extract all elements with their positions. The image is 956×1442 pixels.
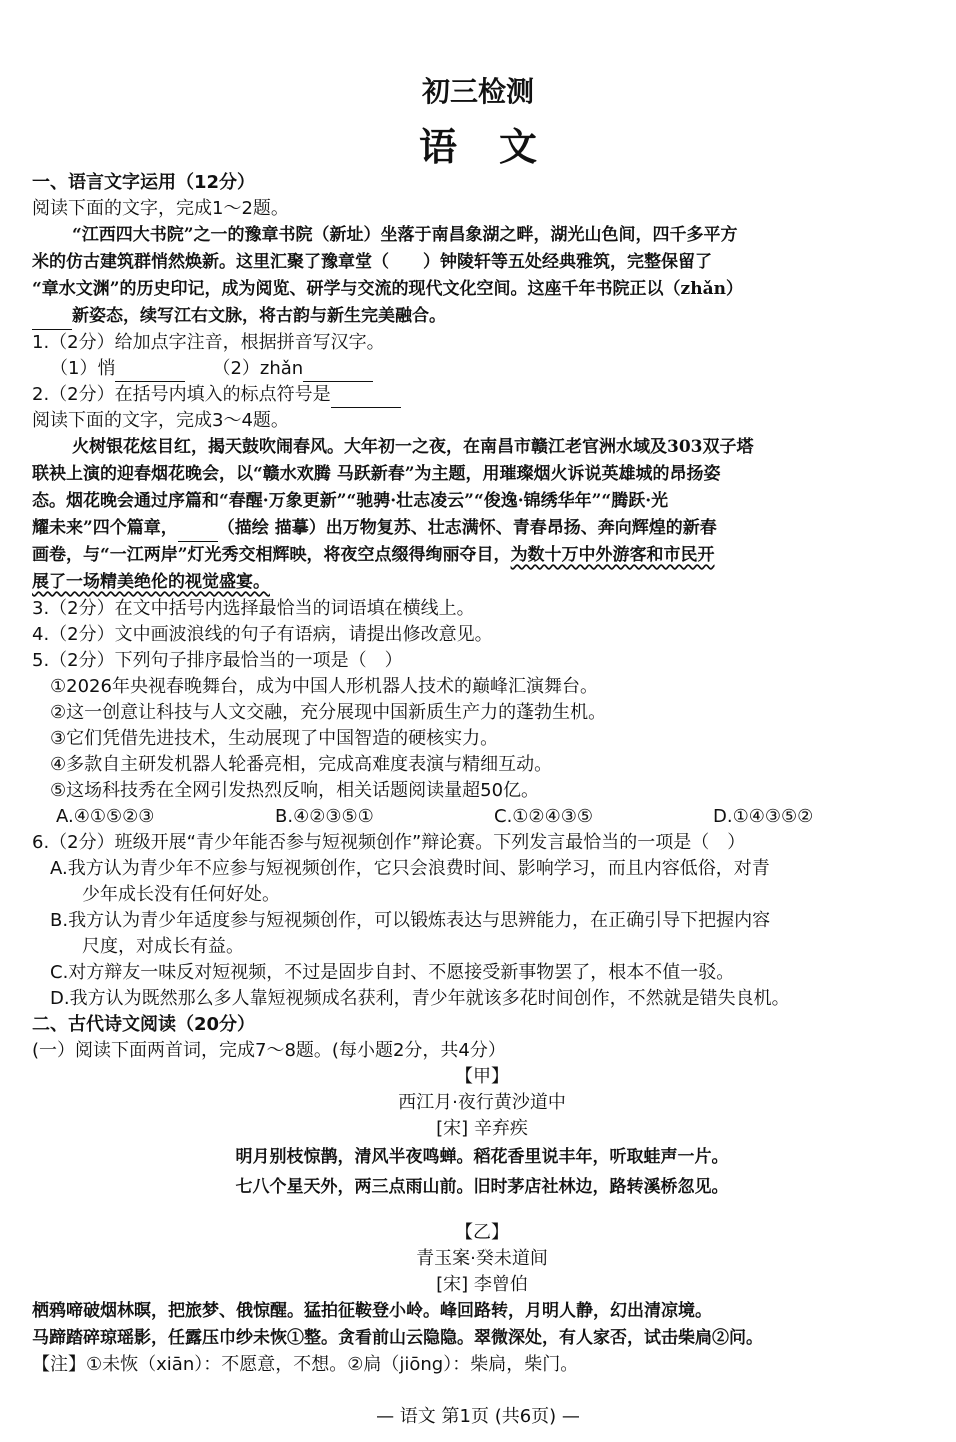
poem-jia-author: [宋] 辛弃疾	[436, 1118, 528, 1139]
q6-option-c[interactable]: C.对方辩友一味反对短视频，不过是固步自封、不愿接受新事物罢了，根本不值一驳。	[50, 962, 735, 983]
question-3: 3.（2分）在文中括号内选择最恰当的词语填在横线上。	[32, 598, 475, 619]
question-6: 6.（2分）班级开展“青少年能否参与短视频创作”辩论赛。下列发言最恰当的一项是（ ）	[32, 832, 746, 853]
spacer	[32, 1202, 932, 1220]
passage-2-line-2: 联袂上演的迎春烟花晚会，以“赣水欢腾 马跃新春”为主题，用璀璨烟火诉说英雄城的昂扬姿	[32, 464, 721, 484]
q5-sentence-4: ④多款自主研发机器人轮番亮相，完成高难度表演与精细互动。	[50, 754, 553, 775]
option-a[interactable]: A.④①⑤②③	[56, 806, 155, 827]
question-4: 4.（2分）文中画波浪线的句子有语病，请提出修改意见。	[32, 624, 493, 645]
option-d[interactable]: D.①④③⑤②	[713, 806, 814, 827]
question-5: 5.（2分）下列句子排序最恰当的一项是（ ）	[32, 650, 403, 671]
q5-sentence-1: ①2026年央视春晚舞台，成为中国人形机器人技术的巅峰汇演舞台。	[50, 676, 598, 697]
answer-blank[interactable]	[32, 311, 72, 330]
poem-yi-title: 青玉案·癸未道间	[416, 1248, 548, 1269]
passage-1-line-4: 新姿态，续写江右文脉，将古韵与新生完美融合。	[32, 303, 932, 330]
q5-sentence-5: ⑤这场科技秀在全网引发热烈反响，相关话题阅读量超50亿。	[50, 780, 540, 801]
question-1: 1.（2分）给加点字注音，根据拼音写汉字。	[32, 332, 385, 353]
option-b[interactable]: B.④②③⑤①	[275, 806, 374, 827]
q5-sentence-3: ③它们凭借先进技术，生动展现了中国智造的硬核实力。	[50, 728, 499, 749]
q5-sentence-2: ②这一创意让科技与人文交融，充分展现中国新质生产力的蓬勃生机。	[50, 702, 607, 723]
intro-q1-2: 阅读下面的文字，完成1～2题。	[32, 198, 289, 219]
passage-1-line-2: 米的仿古建筑群悄然焕新。这里汇聚了豫章堂（ ）钟陵轩等五处经典雅筑，完整保留了	[32, 252, 712, 272]
answer-blank[interactable]	[331, 389, 401, 408]
answer-blank[interactable]	[115, 363, 185, 382]
passage-2-line-5: 画卷，与“一江两岸”灯光秀交相辉映，将夜空点缀得绚丽夺目，为数十万中外游客和市民开	[32, 545, 715, 565]
answer-blank[interactable]	[178, 523, 218, 542]
exam-title: 初三检测	[421, 75, 534, 108]
poem-yi-line-1: 栖鸦啼破烟林暝，把旅梦、俄惊醒。猛拍征鞍登小岭。峰回路转，月明人静，幻出清凉境。	[32, 1301, 712, 1321]
intro-q3-4: 阅读下面的文字，完成3～4题。	[32, 410, 289, 431]
subject-title: 语文	[418, 125, 579, 169]
section-2-heading: 二、古代诗文阅读（20分）	[32, 1014, 256, 1035]
section-1-heading: 一、语言文字运用（12分）	[32, 172, 256, 193]
exam-content	[32, 170, 932, 1378]
page-footer: — 语文 第1页 (共6页) —	[376, 1406, 580, 1427]
passage-1-line-3: “章水文渊”的历史印记，成为阅览、研学与交流的现代文化空间。这座千年书院正以（zhǎn）	[32, 279, 743, 299]
wavy-sentence: 为数十万中外游客和市民开	[510, 545, 715, 565]
passage-2-line-4: 耀未来”四个篇章， （描绘 描摹）出万物复苏、壮志满怀、青春昂扬、奔向辉煌的新春	[32, 515, 932, 542]
poem-yi-line-2: 马蹄踏碎琼瑶影，任露压巾纱未恢①整。贪看前山云隐隐。翠微深处，有人家否，试击柴扃②问。	[32, 1328, 763, 1348]
option-c[interactable]: C.①②④③⑤	[494, 806, 593, 827]
passage-1-line-1: “江西四大书院”之一的豫章书院（新址）坐落于南昌象湖之畔，湖光山色间，四千多平方	[72, 225, 738, 245]
intro-q7-8: (一）阅读下面两首词，完成7～8题。(每小题2分，共4分）	[32, 1040, 506, 1061]
answer-blank[interactable]	[303, 363, 373, 382]
question-2: 2.（2分）在括号内填入的标点符号是	[32, 382, 932, 408]
passage-2-line-3: 态。烟花晚会通过序篇和“春醒·万象更新”“驰骋·壮志凌云”“俊逸·锦绣华年”“腾跃·光	[32, 491, 669, 511]
poem-yi-author: [宋] 李曾伯	[436, 1274, 528, 1295]
passage-2-line-1: 火树银花炫目红，揭天鼓吹闹春风。大年初一之夜，在南昌市赣江老官洲水域及303双子塔	[72, 437, 754, 457]
passage-2-line-6	[32, 569, 932, 596]
poem-jia-line-1: 明月别枝惊鹊，清风半夜鸣蝉。稻花香里说丰年，听取蛙声一片。	[235, 1147, 729, 1167]
poem-jia-title: 西江月·夜行黄沙道中	[398, 1092, 566, 1113]
poem-notes: 【注】①未恢（xiān）：不愿意，不想。②扃（jiōng）：柴扃，柴门。	[32, 1354, 579, 1375]
wavy-sentence: 展了一场精美绝伦的视觉盛宴。	[32, 572, 270, 592]
poem-jia-line-2: 七八个星天外，两三点雨山前。旧时茅店社林边，路转溪桥忽见。	[235, 1177, 729, 1197]
q6-option-a-line-1[interactable]: A.我方认为青少年不应参与短视频创作，它只会浪费时间、影响学习，而且内容低俗，对青	[50, 858, 770, 879]
q6-option-b-line-1[interactable]: B.我方认为青少年适度参与短视频创作，可以锻炼表达与思辨能力，在正确引导下把握内容	[50, 910, 771, 931]
poem-yi-label: 【乙】	[455, 1222, 509, 1243]
poem-jia-label: 【甲】	[455, 1066, 509, 1087]
q6-option-a-line-2: 少年成长没有任何好处。	[82, 884, 280, 905]
q6-option-d[interactable]: D.我方认为既然那么多人靠短视频成名获利，青少年就该多花时间创作，不然就是错失良机。	[50, 988, 790, 1009]
q5-options	[32, 804, 932, 830]
question-1-parts: （1）悄 （2）zhǎn	[32, 356, 932, 382]
q6-option-b-line-2: 尺度，对成长有益。	[82, 936, 244, 957]
